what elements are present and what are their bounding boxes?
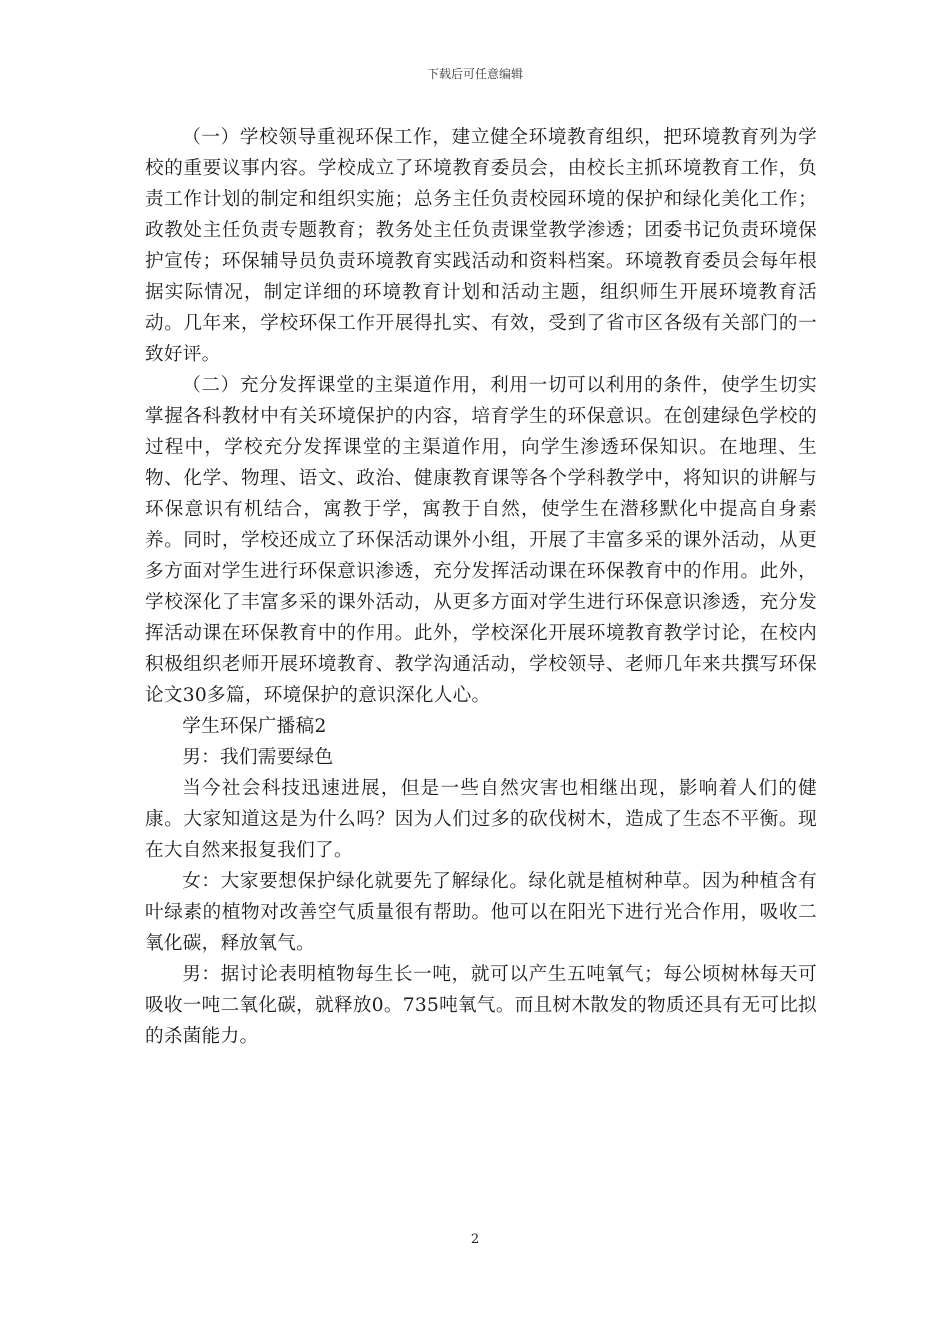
page-header: 下载后可任意编辑 xyxy=(426,67,523,81)
broadcast-title: 学生环保广播稿2 xyxy=(182,716,327,737)
page-number: 2 xyxy=(470,1232,480,1247)
paragraph-section-one: （一）学校领导重视环保工作，建立健全环境教育组织，把环境教育列为学校的重要议事内容。学校成立了环境教育委员会，由校长主抓环境教育工作，负责工作计划的制定和组织实施；总务主任负责校园环境的保护和绿化美化工作；政教处主任负责专题教育；教务处主任负责课堂教学渗透；团委书记负责环境保护宣传；环保辅导员负责环境教育实践活动和资料档案。环境教育委员会每年根据实际情况，制定详细的环境教育计划和活动主题，组织师生开展环境教育活动。几年来，学校环保工作开展得扎实、有效，受到了省市区各级有关部门的一致好评。 xyxy=(145,127,817,365)
paragraph-section-two: （二）充分发挥课堂的主渠道作用，利用一切可以利用的条件，使学生切实掌握各科教材中有关环境保护的内容，培育学生的环保意识。在创建绿色学校的过程中，学校充分发挥课堂的主渠道作用，向学生渗透环保知识。在地理、生物、化学、物理、语文、政治、健康教育课等各个学科教学中，将知识的讲解与环保意识有机结合，寓教于学，寓教于自然，使学生在潜移默化中提高自身素养。同时，学校还成立了环保活动课外小组，开展了丰富多采的课外活动，从更多方面对学生进行环保意识渗透，充分发挥活动课在环保教育中的作用。此外，学校深化了丰富多采的课外活动，从更多方面对学生进行环保意识渗透，充分发挥活动课在环保教育中的作用。此外，学校深化开展环境教育教学讨论，在校内积极组织老师开展环境教育、教学沟通活动，学校领导、老师几年来共撰写环保论文30多篇，环境保护的意识深化人心。 xyxy=(145,375,817,706)
paragraph-male-speaker: 男：据讨论表明植物每生长一吨，就可以产生五吨氧气；每公顷树林每天可吸收一吨二氧化碳，就释放0。735吨氧气。而且树木散发的物质还具有无可比拟的杀菌能力。 xyxy=(145,964,818,1047)
document-body xyxy=(145,122,817,1052)
broadcast-heading-male: 男：我们需要绿色 xyxy=(182,747,334,768)
paragraph-female-speaker: 女：大家要想保护绿化就要先了解绿化。绿化就是植树种草。因为种植含有叶绿素的植物对改善空气质量很有帮助。他可以在阳光下进行光合作用，吸收二氧化碳，释放氧气。 xyxy=(145,871,817,954)
paragraph-intro: 当今社会科技迅速进展，但是一些自然灾害也相继出现，影响着人们的健康。大家知道这是为什么吗？因为人们过多的砍伐树木，造成了生态不平衡。现在大自然来报复我们了。 xyxy=(145,778,817,861)
